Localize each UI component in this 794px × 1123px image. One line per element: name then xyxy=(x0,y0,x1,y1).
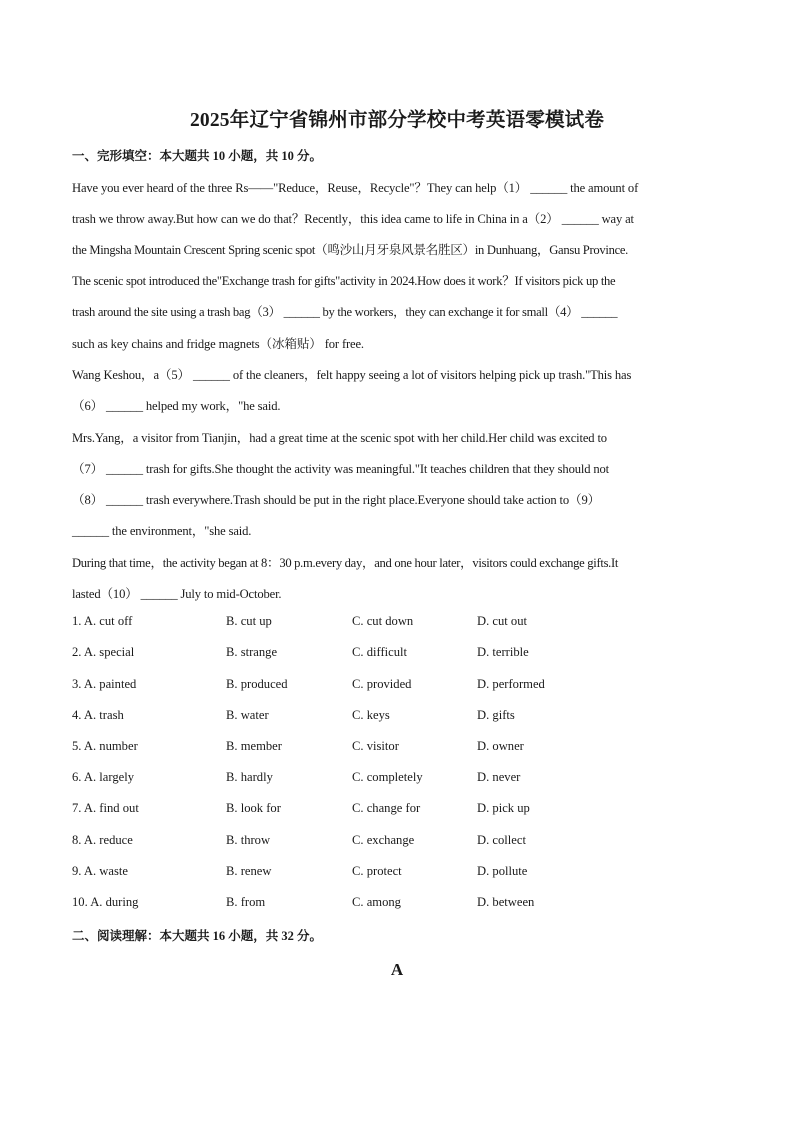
option-a: 3. A. painted xyxy=(72,677,137,691)
option-c: C. difficult xyxy=(352,645,408,659)
option-a: 4. A. trash xyxy=(72,708,124,722)
option-c: C. change for xyxy=(352,801,421,815)
option-b: B. strange xyxy=(226,645,278,659)
passage-line: Wang Keshou，a（5） ______ of the cleaners，felt happy seeing a lot of visitors helping pick up trash."This has xyxy=(72,368,632,382)
passage-line: trash we throw away.But how can we do that？Recently，this idea came to life in China in a（2） ______ way at xyxy=(72,212,634,226)
option-row xyxy=(72,801,722,821)
exam-title: 2025年辽宁省锦州市部分学校中考英语零模试卷 xyxy=(189,110,605,131)
section-1-heading: 一、完形填空：本大题共 10 小题，共 10 分。 xyxy=(72,149,323,163)
option-a: 6. A. largely xyxy=(72,770,135,784)
passage-line: Mrs.Yang，a visitor from Tianjin，had a great time at the scenic spot with her child.Her child was excited to xyxy=(72,431,607,445)
option-a: 10. A. during xyxy=(72,895,139,909)
option-a: 9. A. waste xyxy=(72,864,128,878)
option-row xyxy=(72,864,722,884)
option-row xyxy=(72,833,722,853)
option-b: B. member xyxy=(226,739,282,753)
option-d: D. owner xyxy=(477,739,524,753)
answer-options xyxy=(72,614,722,944)
option-c: C. completely xyxy=(352,770,423,784)
option-c: C. keys xyxy=(352,708,390,722)
option-d: D. collect xyxy=(477,833,526,847)
section-2-heading: 二、阅读理解：本大题共 16 小题，共 32 分。 xyxy=(72,929,323,943)
option-c: C. visitor xyxy=(352,739,399,753)
passage-line: Have you ever heard of the three Rs——"Reduce，Reuse，Recycle"？They can help（1） ______ the amount of xyxy=(72,181,639,195)
option-a: 8. A. reduce xyxy=(72,833,133,847)
option-c: C. protect xyxy=(352,864,402,878)
option-row xyxy=(72,677,722,697)
option-c: C. provided xyxy=(352,677,412,691)
passage-line: During that time，the activity began at 8：30 p.m.every day，and one hour later，visitors could exchange gifts.It xyxy=(72,556,619,570)
option-d: D. never xyxy=(477,770,521,784)
option-b: B. produced xyxy=(226,677,288,691)
passage-line: trash around the site using a trash bag（3） ______ by the workers，they can exchange it for small（4） ______ xyxy=(72,305,618,319)
option-b: B. hardly xyxy=(226,770,273,784)
option-row xyxy=(72,770,722,790)
option-d: D. between xyxy=(477,895,535,909)
option-b: B. from xyxy=(226,895,266,909)
option-d: D. cut out xyxy=(477,614,528,628)
option-a: 5. A. number xyxy=(72,739,138,753)
option-d: D. performed xyxy=(477,677,545,691)
option-c: C. cut down xyxy=(352,614,414,628)
option-d: D. terrible xyxy=(477,645,529,659)
option-d: D. gifts xyxy=(477,708,515,722)
reading-part-a-heading: A xyxy=(390,960,404,979)
option-c: C. exchange xyxy=(352,833,415,847)
option-d: D. pollute xyxy=(477,864,528,878)
passage-line: The scenic spot introduced the"Exchange trash for gifts"activity in 2024.How does it work？If visitors pick up the xyxy=(72,274,616,288)
option-a: 7. A. find out xyxy=(72,801,139,815)
passage-line: such as key chains and fridge magnets（冰箱贴） for free. xyxy=(72,337,364,351)
passage-line: （8） ______ trash everywhere.Trash should be put in the right place.Everyone should take action to（9） xyxy=(72,493,601,507)
passage-line: （7） ______ trash for gifts.She thought the activity was meaningful."It teaches children that they should not xyxy=(72,462,610,476)
passage-line: ______ the environment，"she said. xyxy=(72,524,252,538)
passage-line: （6） ______ helped my work，"he said. xyxy=(72,399,281,413)
option-a: 2. A. special xyxy=(72,645,135,659)
option-row xyxy=(72,739,722,759)
option-b: B. throw xyxy=(226,833,271,847)
option-c: C. among xyxy=(352,895,401,909)
option-d: D. pick up xyxy=(477,801,530,815)
option-b: B. cut up xyxy=(226,614,272,628)
option-b: B. renew xyxy=(226,864,272,878)
option-row xyxy=(72,895,722,915)
option-row xyxy=(72,708,722,728)
passage-line: lasted（10） ______ July to mid-October. xyxy=(72,587,282,601)
option-b: B. look for xyxy=(226,801,281,815)
option-b: B. water xyxy=(226,708,269,722)
option-row xyxy=(72,614,722,634)
option-row xyxy=(72,645,722,665)
passage-line: the Mingsha Mountain Crescent Spring scenic spot（鸣沙山月牙泉风景名胜区）in Dunhuang，Gansu Province. xyxy=(72,243,629,257)
option-a: 1. A. cut off xyxy=(72,614,133,628)
